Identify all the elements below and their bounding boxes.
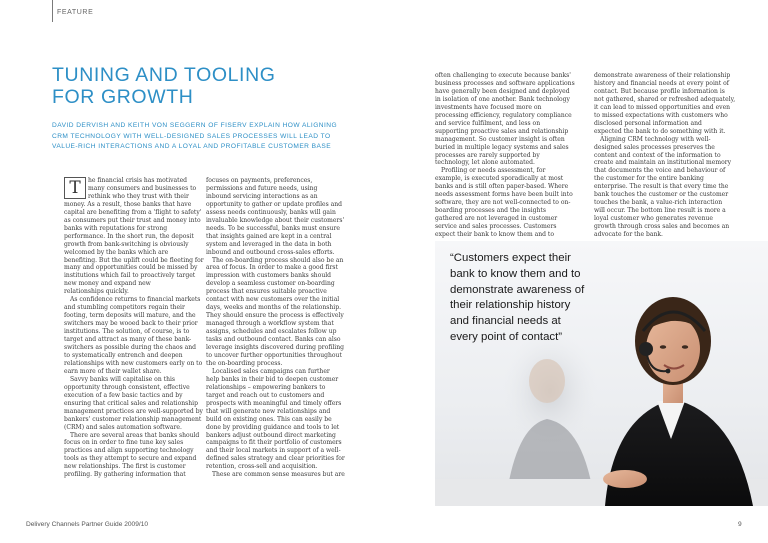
pull-quote-line: their relationship history xyxy=(450,299,571,312)
body-line: retention, cross-sell and acquisition. xyxy=(206,463,318,471)
body-line: opportunity to gather or update profiles and xyxy=(206,200,342,208)
body-line: leverage insights discovered during profiling xyxy=(206,344,344,352)
body-line: institutions which fail to proactively target xyxy=(64,272,196,280)
body-line: contact. But because profile information is xyxy=(594,87,725,95)
body-line: defined sales strategy and clear priorities for xyxy=(206,455,345,463)
section-divider xyxy=(52,0,53,22)
footer-publication: Delivery Channels Partner Guide 2009/10 xyxy=(26,521,149,528)
body-line: that documents the voice and behaviour of xyxy=(594,167,726,175)
body-line: needs. To be successful, banks must ensure xyxy=(206,224,340,232)
body-line: system and leveraged in the data in both xyxy=(206,240,332,248)
section-label: FEATURE xyxy=(57,9,94,16)
body-line: the customer for the entire banking xyxy=(594,175,704,183)
body-line: it can lead to missed opportunities and even xyxy=(594,103,731,111)
title-line: FOR GROWTH xyxy=(52,86,194,108)
body-line: management. So customer insight is often xyxy=(435,135,565,143)
pull-quote-line: “Customers expect their xyxy=(450,252,571,264)
body-line: The on-boarding process should also be an xyxy=(212,256,344,264)
body-line: example, is executed sporadically at most xyxy=(435,175,564,183)
body-line: Localised sales campaigns can further xyxy=(212,367,330,375)
body-line: switchers may be wooed back to their prior xyxy=(64,320,198,328)
body-column-2 xyxy=(206,177,356,479)
body-line: relationships with new customers early on to xyxy=(64,359,203,367)
body-line: in isolation of one another. Bank technology xyxy=(435,95,570,103)
body-line: bank touches the customer or the customer xyxy=(594,191,729,199)
body-line: money. As a result, those banks that have xyxy=(64,200,192,208)
body-line: service and sales processes. Customers xyxy=(435,223,557,231)
body-line: permissions and future needs, using xyxy=(206,184,318,192)
body-line: switchers as possible during the chaos and xyxy=(64,344,197,352)
body-line: disclosed personal information and xyxy=(594,119,702,127)
pull-quote xyxy=(450,251,620,346)
body-line: earn more of their wallet share. xyxy=(64,367,162,375)
article-title xyxy=(52,64,412,108)
body-line: relationships – empowering bankers to xyxy=(206,383,326,391)
body-line: done by providing guidance and tools to let xyxy=(206,423,340,431)
body-line: needs assessment forms have been built into xyxy=(435,191,573,199)
body-line: contact with new customers over the initial xyxy=(206,296,340,304)
article-standfirst xyxy=(52,121,372,153)
body-line: benefiting. But the uplift could be fleeting for xyxy=(64,256,204,264)
standfirst-line: DAVID DERVISH AND KEITH VON SEGGERN OF FISERV EXPLAIN HOW ALIGNING xyxy=(52,122,338,129)
standfirst-line: CRM TECHNOLOGY WITH WELL-DESIGNED SALES PROCESSES WILL LEAD TO xyxy=(52,132,331,140)
body-line: many consumers and businesses to xyxy=(88,184,197,192)
body-line: often challenging to execute because banks' xyxy=(435,72,571,79)
body-line: business processes and software applications xyxy=(435,79,575,87)
body-line: demonstrate awareness of their relationship xyxy=(594,72,731,79)
body-line: assess needs continuously, banks will gain xyxy=(206,208,336,216)
body-column-4 xyxy=(594,72,744,239)
body-line: processing efficiency, regulatory compliance xyxy=(435,111,572,119)
body-line: enterprise. The result is that every time the xyxy=(594,183,729,191)
body-line: performance. In the short run, the deposit xyxy=(64,232,194,240)
body-line: days, weeks and months of the relationship. xyxy=(206,304,342,312)
body-line: tools as they attempt to secure and expand xyxy=(64,455,197,463)
body-line: supporting proactive sales and relationship xyxy=(435,127,569,135)
pull-quote-line: bank to know them and to xyxy=(450,267,581,280)
pull-quote-line: every point of contact” xyxy=(450,330,563,343)
body-line: capital are benefiting from a 'flight to safety' xyxy=(64,208,202,216)
body-line: focuses on payments, preferences, xyxy=(206,177,313,184)
body-line: boarding processes and the insights xyxy=(435,207,546,215)
page-number: 9 xyxy=(738,521,742,528)
title-line: TUNING AND TOOLING xyxy=(52,64,276,86)
body-line: content and context of the information to xyxy=(594,151,721,159)
pull-quote-line: and financial needs at xyxy=(450,315,561,328)
body-line: and stumbling competitors regain their xyxy=(64,304,185,312)
body-line: new relationships. The first is customer xyxy=(64,463,186,471)
body-line: Profiling or needs assessment, for xyxy=(441,167,546,175)
body-line: focus on in order to fine tune key sales xyxy=(64,439,184,447)
standfirst-line: VALUE-RICH INTERACTIONS AND A LOYAL AND PROFITABLE CUSTOMER BASE xyxy=(52,143,332,150)
drop-cap: T xyxy=(64,177,86,199)
body-line: bankers' customer relationship management xyxy=(64,415,202,423)
body-line: As confidence returns to financial markets xyxy=(70,296,201,304)
body-line: inbound and outbound cross-sales efforts. xyxy=(206,248,335,256)
body-line: assigns, schedules and escalates follow up xyxy=(206,328,337,336)
body-line: welcomed by the banks which are xyxy=(64,248,169,256)
body-line: tasks and outbound contact. Banks can also xyxy=(206,336,341,344)
body-line: target and attract as many of these bank- xyxy=(64,336,192,344)
body-line: loyal customer who generates revenue xyxy=(594,215,713,223)
body-line: (CRM) and sales automation software. xyxy=(64,423,182,431)
body-line: rethink who they trust with their xyxy=(88,192,189,200)
body-line: bankers adjust outbound direct marketing xyxy=(206,431,336,439)
body-line: opportunity through consistent, effective xyxy=(64,383,190,391)
body-line: new money and expand new xyxy=(64,280,151,288)
body-line: that will generate new relationships and xyxy=(206,407,331,415)
body-line: target and reach out to customers and xyxy=(206,391,325,399)
body-line: institutions. The solution, of course, is to xyxy=(64,328,190,336)
body-line: not gathered, shared or refreshed adequately, xyxy=(594,95,736,103)
body-line: buried in multiple legacy systems and sales xyxy=(435,143,569,151)
body-line: to uncover further opportunities throughout xyxy=(206,351,342,359)
body-line: campaigns to fit their portfolio of customers xyxy=(206,439,342,447)
body-line: ensuring that critical sales and relationship xyxy=(64,399,198,407)
body-line: area of focus. In order to make a good first xyxy=(206,264,338,272)
body-line: designed sales processes preserves the xyxy=(594,143,715,151)
body-line: build on existing ones. This can easily be xyxy=(206,415,332,423)
body-line: as consumers put their trust and money into xyxy=(64,216,201,224)
body-line: to missed expectations with customers who xyxy=(594,111,728,119)
body-line: growth from bank-switching is obviously xyxy=(64,240,189,248)
body-line: relationships quickly. xyxy=(64,288,129,296)
body-line: banks with reputations for strong xyxy=(64,224,168,232)
body-line: prospects with meaningful and timely offers xyxy=(206,399,342,407)
pull-quote-line: demonstrate awareness of xyxy=(450,283,585,296)
body-line: profiling. By gathering information that xyxy=(64,471,186,479)
body-column-1 xyxy=(64,177,204,479)
body-line: invaluable knowledge about their customers' xyxy=(206,216,345,224)
body-line: and their local markets in support of a well- xyxy=(206,447,341,455)
body-line: develop a seamless customer on-boarding xyxy=(206,280,335,288)
body-line: execution of a few basic tactics and by xyxy=(64,391,183,399)
body-line: expected the bank to do something with it. xyxy=(594,127,726,135)
body-line: expect their bank to know them and to xyxy=(435,231,554,239)
body-line: impression with customers banks should xyxy=(206,272,332,280)
body-line: touches the bank, a value-rich interaction xyxy=(594,199,723,207)
body-line: to systematically entrench and deepen xyxy=(64,351,183,359)
body-line: have generally been designed and deployed xyxy=(435,87,570,95)
body-line: inbound servicing interactions as an xyxy=(206,192,318,200)
body-line: banks and is still often paper-based. Where xyxy=(435,183,569,191)
body-line: practices and align supporting technology xyxy=(64,447,194,455)
body-line: These are common sense measures but are xyxy=(212,471,345,479)
body-line: process that ensures suitable proactive xyxy=(206,288,327,296)
body-line: There are several areas that banks should xyxy=(70,431,200,439)
body-line: growth through cross sales and becomes an xyxy=(594,223,730,231)
body-line: the on-boarding process. xyxy=(206,359,283,367)
body-line: investments have focused more on xyxy=(435,103,542,111)
body-line: managed through a workflow system that xyxy=(206,320,334,328)
body-line: many and opportunities could be missed by xyxy=(64,264,198,272)
body-column-3 xyxy=(435,72,585,239)
body-line: They should ensure the process is effectively xyxy=(206,312,344,320)
body-line: help banks in their bid to deepen customer xyxy=(206,375,339,383)
body-line: that insights gained are kept in a central xyxy=(206,232,332,240)
body-line: create and maintain an institutional memory xyxy=(594,159,732,167)
body-line: and service fulfilment, and less on xyxy=(435,119,541,127)
body-line: footing, term deposits will mature, and the xyxy=(64,312,196,320)
body-line: technology, let alone automated. xyxy=(435,159,535,167)
body-line: Savvy banks will capitalise on this xyxy=(70,375,175,383)
body-line: management practices are well-supported by xyxy=(64,407,203,415)
body-line: Aligning CRM technology with well- xyxy=(600,135,711,143)
body-line: processes are rarely supported by xyxy=(435,151,540,159)
body-line: advocate for the bank. xyxy=(594,231,663,239)
body-line: history and financial needs at every point of xyxy=(594,79,730,87)
body-line: software, they are not well-connected to on- xyxy=(435,199,571,207)
body-line: gathered are not leveraged in customer xyxy=(435,215,558,223)
body-line: will occur. The bottom line result is more a xyxy=(594,207,726,215)
body-line: he financial crisis has motivated xyxy=(88,177,188,184)
